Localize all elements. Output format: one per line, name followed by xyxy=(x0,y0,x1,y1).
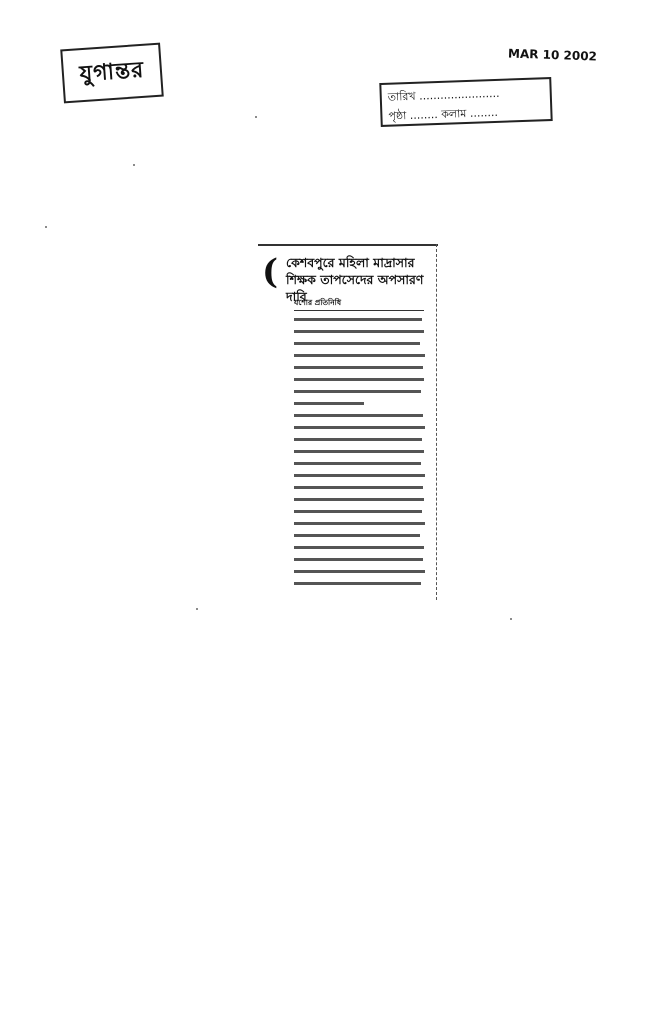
byline-divider xyxy=(294,310,424,311)
scan-speck xyxy=(45,226,47,228)
date-stamp: MAR 10 2002 xyxy=(507,46,598,64)
scan-speck xyxy=(510,618,512,620)
scan-speck xyxy=(196,608,198,610)
scan-speck xyxy=(255,116,257,118)
clipping-top-border xyxy=(258,244,438,246)
clipping-body-text xyxy=(294,314,426,592)
clipping-right-edge xyxy=(436,244,439,600)
clipping-headline: কেশবপুরে মহিলা মাদ্রাসার শিক্ষক তাপসেদের অপসারণ দাবি xyxy=(286,255,424,304)
reference-date-line: তারিখ ....................... xyxy=(387,86,500,104)
headline-bracket-icon: ( xyxy=(262,252,279,292)
masthead-logo-text: যুগান্তর xyxy=(78,56,146,87)
clipping-byline: যশোর প্রতিনিধি xyxy=(294,298,342,307)
reference-box xyxy=(379,77,552,127)
masthead-logo xyxy=(60,43,164,104)
reference-page-column-line: পৃষ্ঠা ........ কলাম ........ xyxy=(388,105,499,123)
scan-speck xyxy=(133,164,135,166)
newspaper-clipping xyxy=(258,244,438,600)
